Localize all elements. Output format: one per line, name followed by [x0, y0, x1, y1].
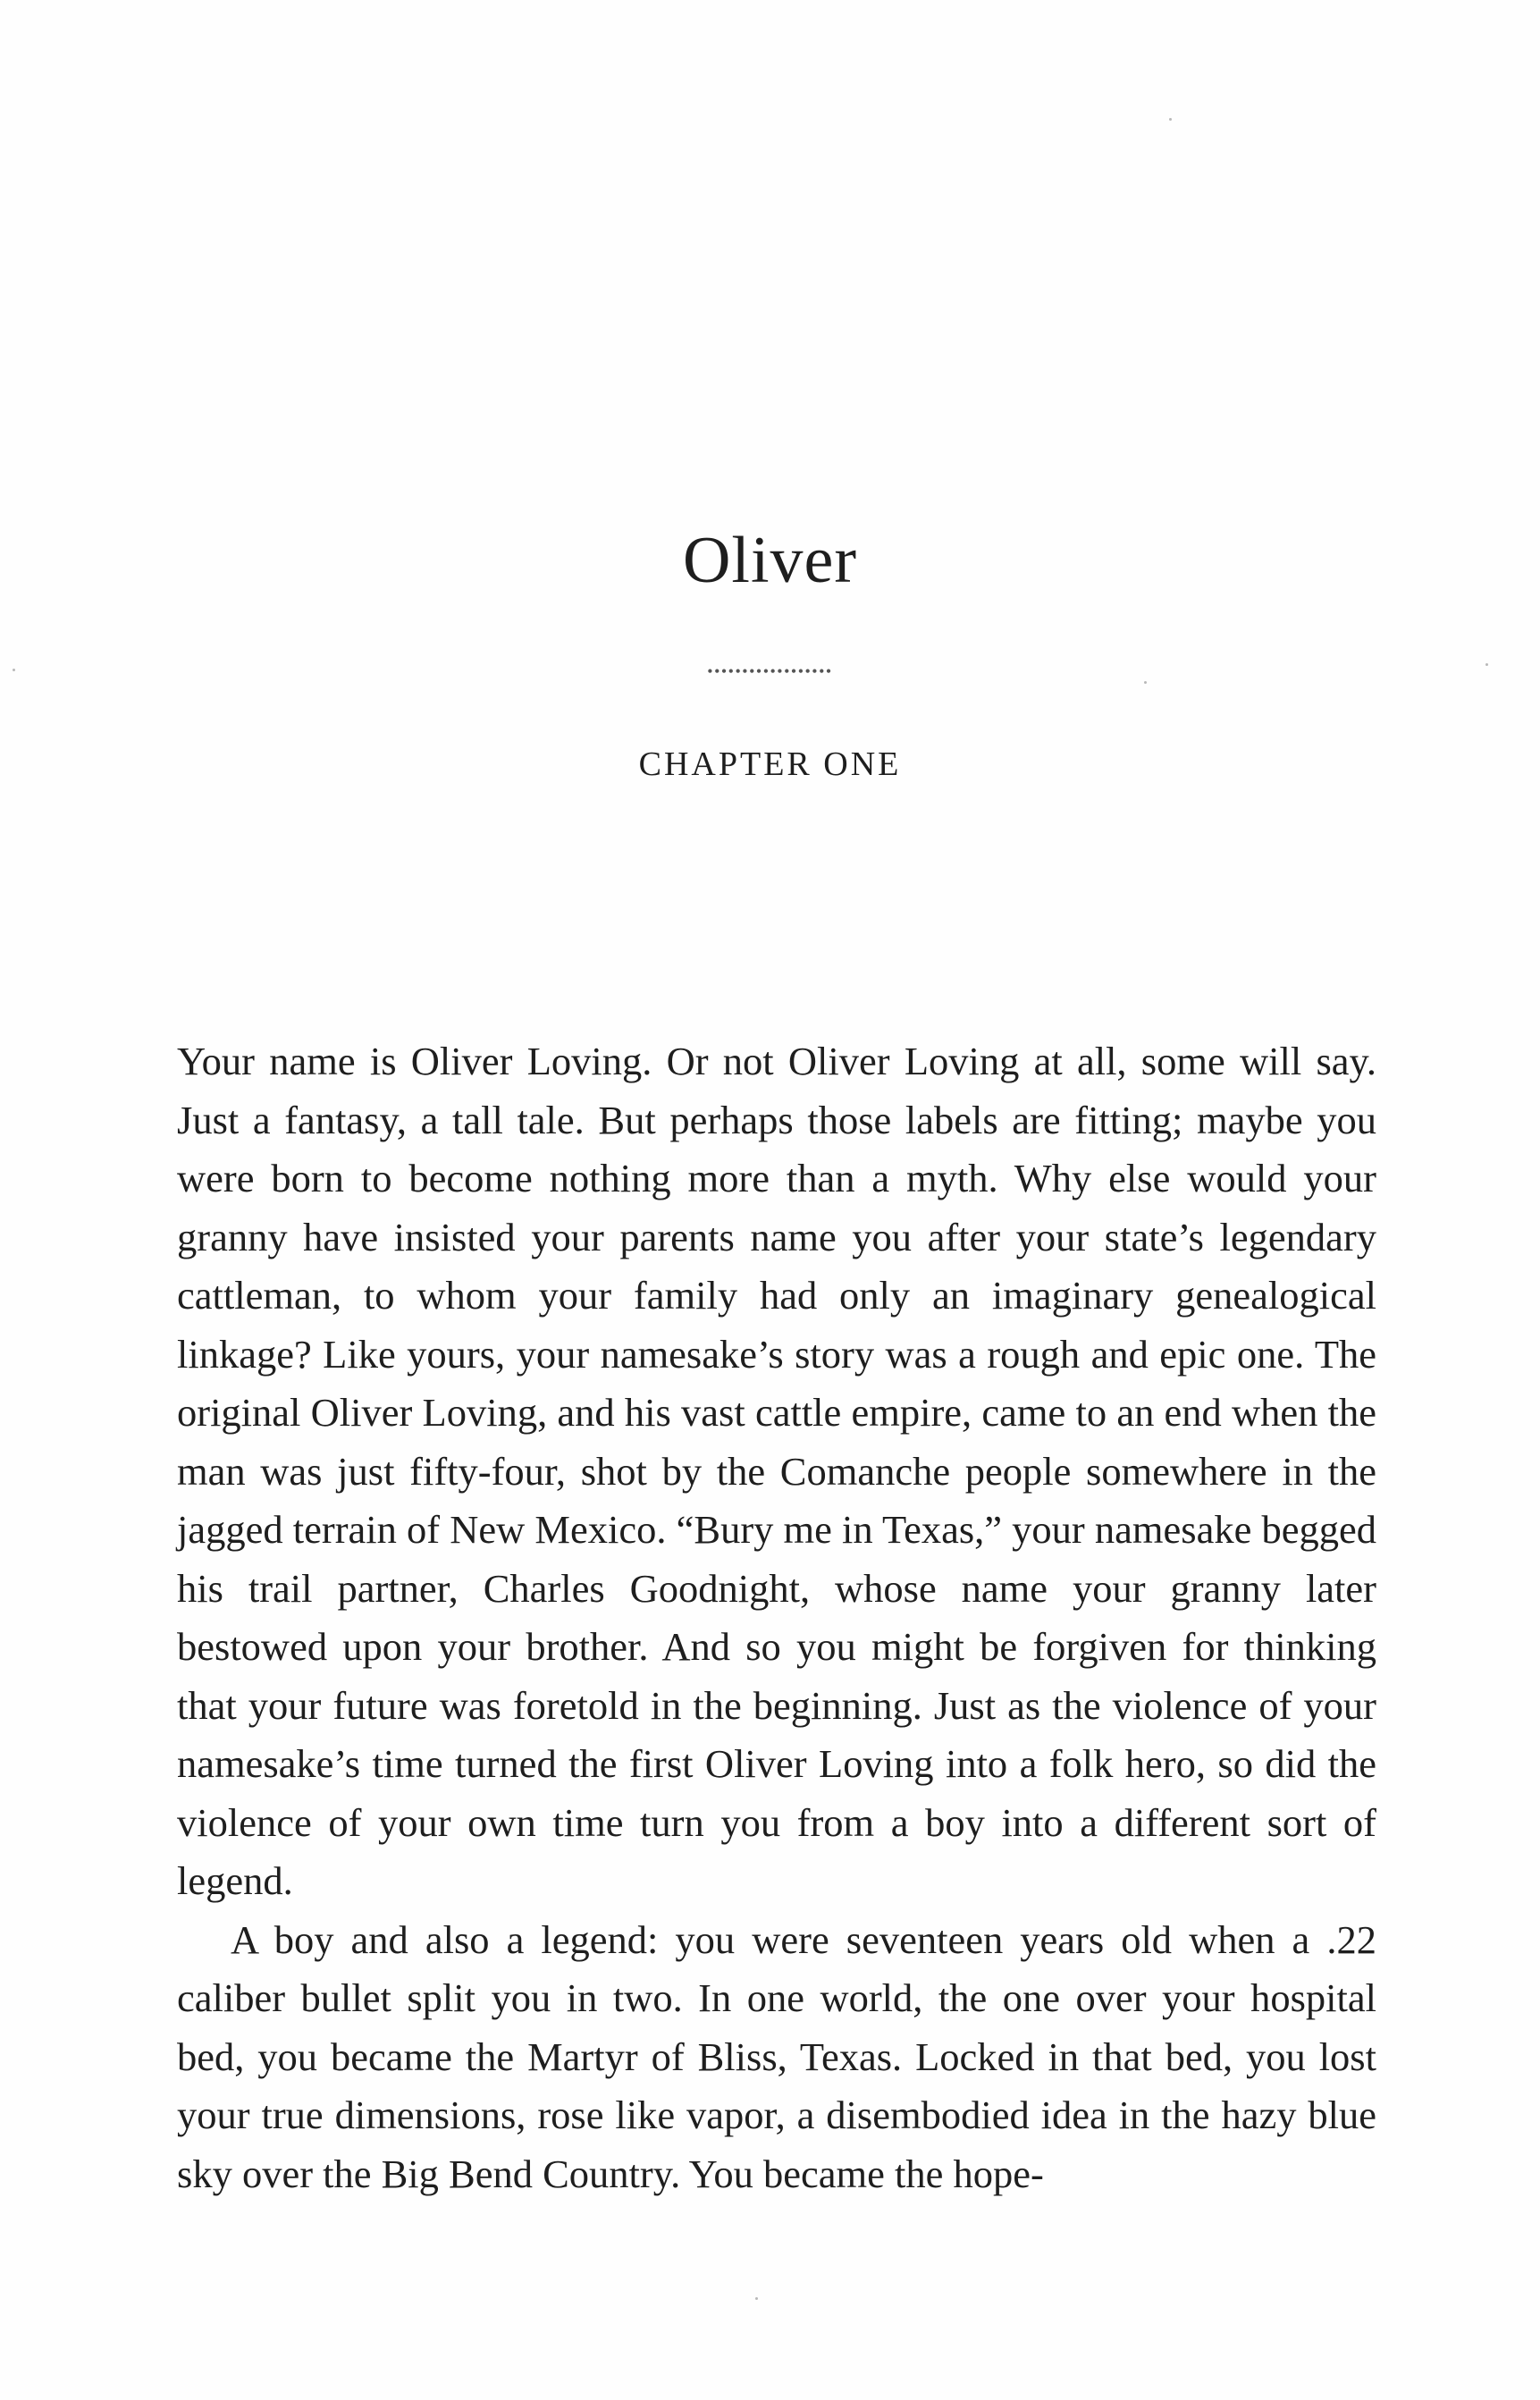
scan-speck [755, 2297, 758, 2300]
paragraph: A boy and also a legend: you were seventeen years old when a .22 caliber bullet split you in two. In one world, the one over your hospital bed, you became the Martyr of Bliss, Texas. Locked in that bed, you lost your true dimensions, rose like vapor, a disembodied idea in the hazy blue sky over the Big Bend Country. You became the hope- [177, 1916, 1376, 2196]
scan-speck [1485, 663, 1488, 666]
chapter-title: Oliver [682, 524, 858, 597]
scan-speck [1144, 681, 1147, 684]
body-text [177, 1032, 1376, 2203]
chapter-heading: CHAPTER ONE [638, 745, 902, 783]
scan-speck [13, 669, 15, 671]
paragraph: Your name is Oliver Loving. Or not Oliver Loving at all, some will say. Just a fantasy, a tall tale. But perhaps those labels are fitting; maybe you were born to become nothing more than a myth. Why else would your granny have insisted your parents name you after your state’s legendary cattleman, to whom your family had only an imaginary genealogical linkage? Like yours, your namesake’s story was a rough and epic one. The original Oliver Loving, and his vast cattle empire, came to an end when the man was just fifty-four, shot by the Comanche people somewhere in the jagged terrain of New Mexico. “Bury me in Texas,” your namesake begged his trail partner, Charles Goodnight, whose name your granny later bestowed upon your brother. And so you might be forgiven for thinking that your future was foretold in the beginning. Just as the violence of your namesake’s time turned the first Oliver Loving into a folk hero, so did the violence of your own time turn you from a boy into a different sort of legend. [177, 1039, 1376, 1903]
scan-speck [1169, 118, 1172, 121]
title-ornament: •••••••••••••••••• [707, 662, 833, 680]
